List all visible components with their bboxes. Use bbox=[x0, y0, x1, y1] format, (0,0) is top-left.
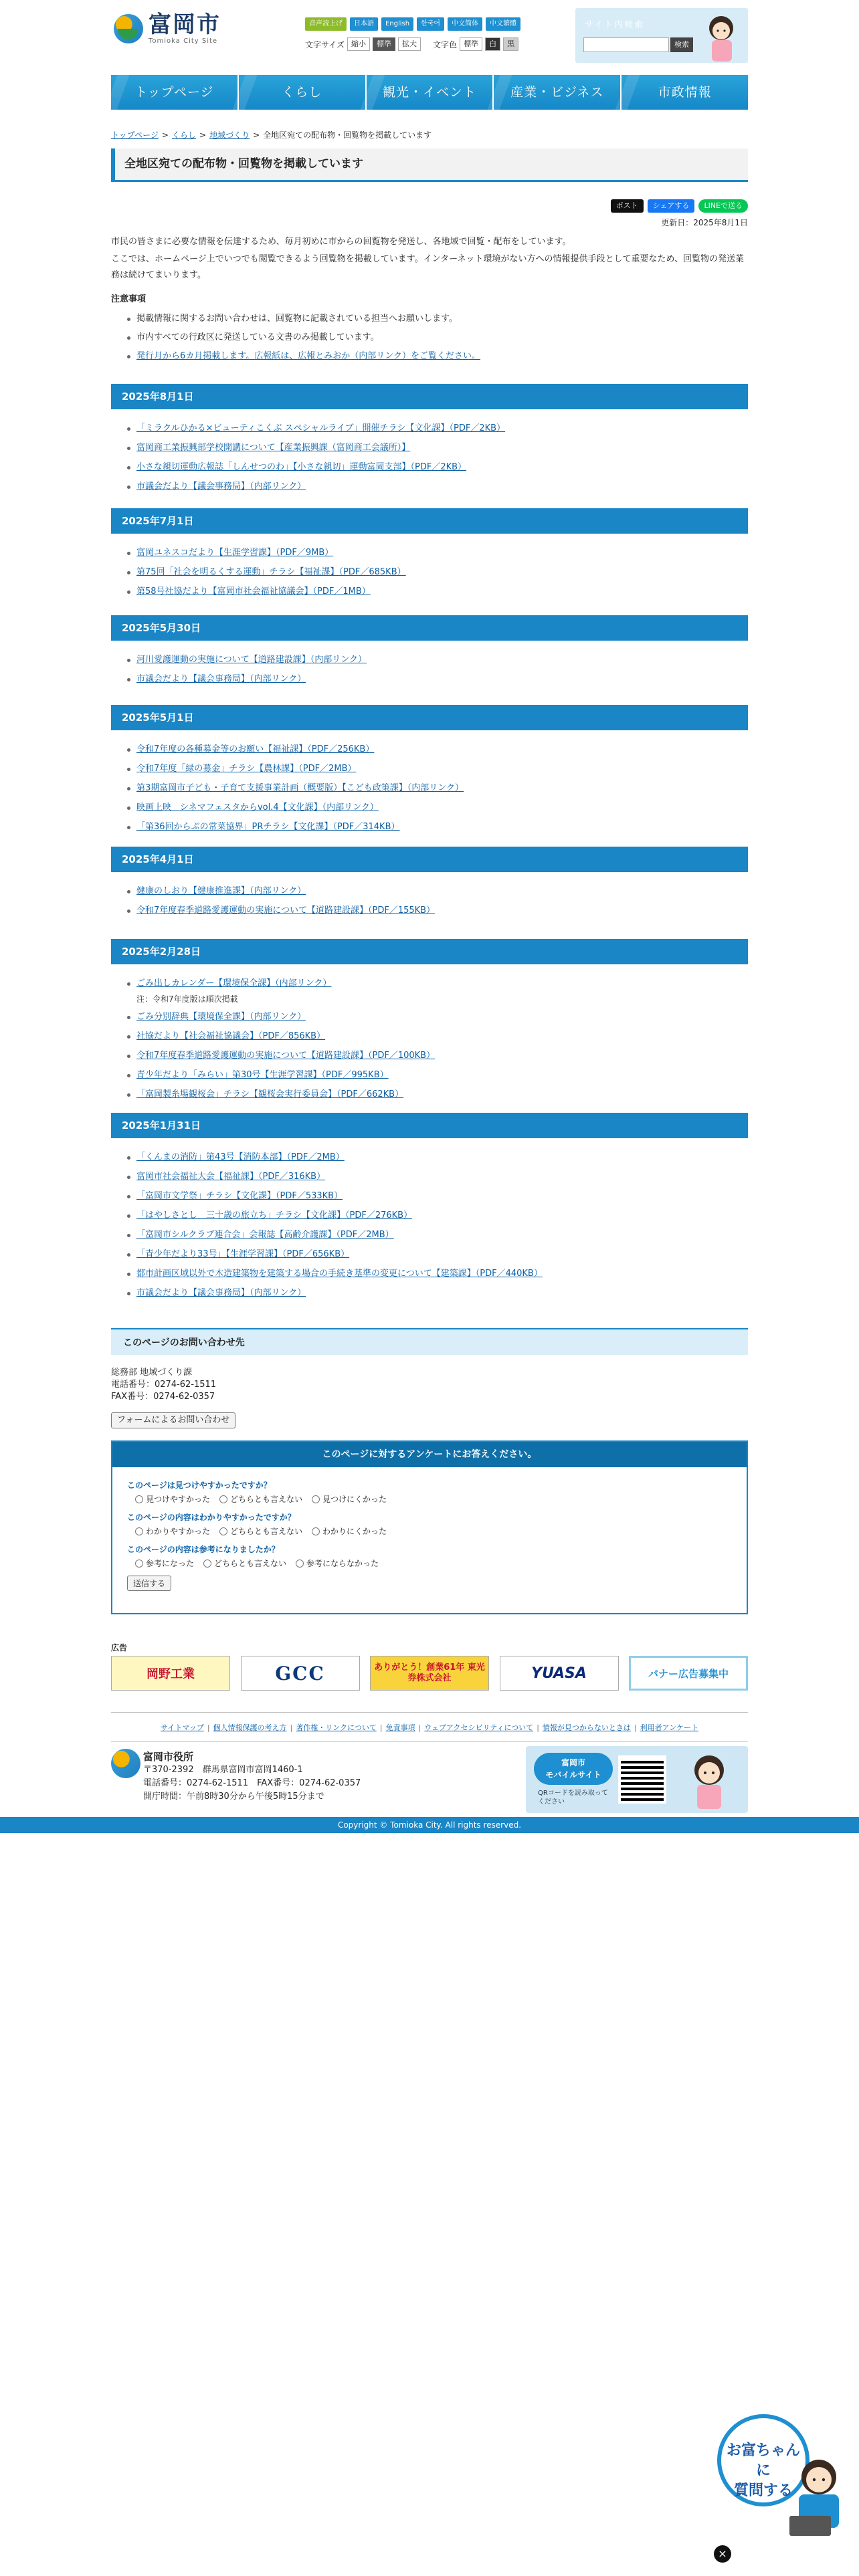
nav-top[interactable]: トップページ bbox=[111, 75, 237, 110]
footer-link[interactable]: 免責事項 bbox=[385, 1723, 415, 1732]
radio-button[interactable] bbox=[312, 1527, 320, 1535]
list-item bbox=[111, 903, 748, 918]
font-large-button[interactable]: 拡大 bbox=[398, 37, 421, 51]
breadcrumb-top[interactable]: トップページ bbox=[111, 130, 159, 140]
survey-option[interactable] bbox=[312, 1493, 387, 1505]
logo-subtitle: Tomioka City Site bbox=[149, 37, 218, 45]
document-link[interactable]: 映画上映 シネマフェスタからvol.4【文化課】（内部リンク） bbox=[136, 802, 379, 813]
copyright: Copyright © Tomioka City. All rights reserved. bbox=[0, 1817, 859, 1833]
breadcrumb-current: 全地区宛ての配布物・回覧物を掲載しています bbox=[263, 130, 432, 140]
contact-phone: 電話番号：0274-62-1511 bbox=[111, 1380, 217, 1390]
list-item bbox=[111, 565, 748, 580]
nav-living[interactable]: くらし bbox=[239, 75, 365, 110]
survey-question: このページは見つけやすかったですか？ bbox=[127, 1481, 272, 1490]
list-item bbox=[111, 1267, 748, 1281]
city-emblem-icon bbox=[111, 1749, 140, 1778]
section-list bbox=[111, 884, 748, 923]
survey-submit-button[interactable]: 送信する bbox=[127, 1576, 171, 1591]
radio-button[interactable] bbox=[219, 1495, 227, 1503]
intro-paragraph: ここでは、ホームページ上でいつでも閲覧できるよう回覧物を掲載しています。インターネット環境がない方への情報提供手段として重要なため、回覧物の発送業務は続けてまいります。 bbox=[111, 254, 745, 280]
document-link[interactable]: 富岡ユネスコだより【生涯学習課】（PDF／9MB） bbox=[136, 548, 334, 558]
survey-option[interactable] bbox=[135, 1558, 194, 1569]
survey-options bbox=[135, 1525, 732, 1537]
ask-chatbot-button[interactable] bbox=[712, 2407, 852, 2541]
document-link[interactable]: 社協だより【社会福祉協議会】（PDF／856KB） bbox=[136, 1031, 326, 1041]
city-emblem-icon bbox=[114, 14, 143, 43]
updated-date: 更新日：2025年8月1日 bbox=[661, 218, 748, 227]
document-link[interactable]: 「富岡市文学祭」チラシ【文化課】（PDF／533KB） bbox=[136, 1191, 343, 1201]
document-link[interactable]: 健康のしおり【健康推進課】（内部リンク） bbox=[136, 886, 306, 896]
notes-heading: 注意事項 bbox=[111, 294, 147, 304]
footer-link[interactable]: 利用者アンケート bbox=[640, 1723, 698, 1732]
office-phone: 電話番号：0274-62-1511 FAX番号：0274-62-0357 bbox=[143, 1778, 361, 1788]
notes-list bbox=[111, 312, 748, 368]
list-item bbox=[111, 1247, 748, 1262]
document-link[interactable]: 「富岡製糸場観桜会」チラシ【観桜会実行委員会】（PDF／662KB） bbox=[136, 1089, 404, 1099]
document-link[interactable]: 「ミラクルひかる×ビューティこくぶ スペシャルライブ」開催チラシ【文化課】（PDF／2KB） bbox=[136, 423, 506, 433]
footer-link[interactable]: 著作権・リンクについて bbox=[296, 1723, 377, 1732]
radio-button[interactable] bbox=[219, 1527, 227, 1535]
section-date-heading: 2025年5月30日 bbox=[111, 615, 748, 641]
mascot-icon bbox=[674, 1750, 741, 1810]
survey-option-label: 見つけやすかった bbox=[146, 1495, 211, 1504]
document-link[interactable]: 「第36回からぶの常菜協界」PRチラシ【文化課】（PDF／314KB） bbox=[136, 822, 400, 832]
site-logo[interactable] bbox=[114, 12, 221, 45]
list-item bbox=[111, 800, 748, 815]
nav-tourism[interactable]: 観光・イベント bbox=[367, 75, 493, 110]
section-list bbox=[111, 976, 748, 1107]
ad-banner[interactable]: ありがとう！創業61年 東光券株式会社 bbox=[370, 1656, 489, 1691]
ad-recruit-banner[interactable]: バナー広告募集中 bbox=[629, 1656, 748, 1691]
list-item bbox=[111, 1049, 748, 1063]
list-item bbox=[111, 653, 748, 667]
list-item bbox=[111, 1228, 748, 1243]
document-link[interactable]: 河川愛護運動の実施について【道路建設課】（内部リンク） bbox=[136, 655, 367, 665]
document-link[interactable]: ごみ出しカレンダー【環境保全課】（内部リンク） bbox=[136, 978, 332, 988]
contact-form-button[interactable]: フォームによるお問い合わせ bbox=[111, 1412, 235, 1428]
radio-button[interactable] bbox=[312, 1495, 320, 1503]
survey-option[interactable] bbox=[135, 1493, 210, 1505]
list-item bbox=[111, 1208, 748, 1223]
section-date-heading: 2025年2月28日 bbox=[111, 939, 748, 964]
lang-en-button[interactable]: English bbox=[381, 17, 413, 31]
survey-option-label: どちらとも言えない bbox=[214, 1559, 287, 1568]
list-item bbox=[111, 1170, 748, 1184]
survey-question: このページの内容はわかりやすかったですか？ bbox=[127, 1513, 296, 1522]
survey-options bbox=[135, 1558, 732, 1569]
color-white-button[interactable]: 白 bbox=[485, 37, 500, 51]
section-list bbox=[111, 653, 748, 691]
search-input[interactable] bbox=[583, 37, 669, 52]
list-item bbox=[111, 1150, 748, 1165]
breadcrumb-living[interactable]: くらし bbox=[171, 130, 196, 140]
radio-button[interactable] bbox=[135, 1527, 143, 1535]
section-date-heading: 2025年1月31日 bbox=[111, 1113, 748, 1138]
section-note: 注：令和7年度版は順次掲載 bbox=[136, 994, 238, 1004]
color-label: 文字色 bbox=[433, 39, 458, 49]
contact-fax: FAX番号：0274-62-0357 bbox=[111, 1392, 215, 1402]
section-list bbox=[111, 742, 748, 839]
utility-buttons bbox=[305, 17, 520, 31]
office-address: 〒370-2392 群馬県富岡市富岡1460-1 bbox=[143, 1765, 303, 1775]
site-search bbox=[575, 8, 748, 63]
survey-question: このページの内容は参考になりましたか？ bbox=[127, 1545, 280, 1554]
survey-option-label: 参考にならなかった bbox=[306, 1559, 379, 1568]
logo-title: 富岡市 bbox=[149, 11, 221, 38]
document-link[interactable]: 富岡市社会福祉大会【福祉課】（PDF／316KB） bbox=[136, 1172, 326, 1182]
mobile-site-title: 富岡市 モバイルサイト bbox=[534, 1753, 613, 1785]
document-link[interactable]: 市議会だより【議会事務局】（内部リンク） bbox=[136, 674, 306, 684]
list-item bbox=[111, 672, 748, 687]
koho-link[interactable]: 発行月から6カ月掲載します。広報紙は、広報とみおか（内部リンク）をご覧ください。 bbox=[136, 351, 480, 361]
mobile-site-box[interactable] bbox=[526, 1746, 748, 1813]
color-black-button[interactable]: 黒 bbox=[503, 37, 518, 51]
footer-link[interactable]: 個人情報保護の考え方 bbox=[213, 1723, 287, 1732]
ad-banner[interactable]: 岡野工業 bbox=[111, 1656, 230, 1691]
ask-label: お富ちゃんに 質問する bbox=[717, 2414, 809, 2506]
ad-heading: 広告 bbox=[111, 1643, 128, 1652]
site-header bbox=[111, 8, 748, 72]
footer-link[interactable]: ウェブアクセシビリティについて bbox=[424, 1723, 534, 1732]
document-link[interactable]: 都市計画区域以外で木造建築物を建築する場合の手続き基準の変更について【建築課】（PDF／440KB） bbox=[136, 1269, 543, 1279]
lang-ja-button[interactable]: 日本語 bbox=[350, 17, 378, 31]
read-aloud-button[interactable]: 音声読上げ bbox=[305, 17, 347, 31]
list-item: 掲載情報に関するお問い合わせは、回覧物に記載されている担当へお願いします。 bbox=[111, 312, 748, 326]
document-link[interactable]: 第75回「社会を明るくする運動」チラシ【福祉課】（PDF／685KB） bbox=[136, 567, 406, 577]
intro-text bbox=[111, 234, 748, 285]
document-link[interactable]: 「富岡市シルクラブ連合会」会報誌【高齢介護課】（PDF／2MB） bbox=[136, 1230, 394, 1240]
survey-option[interactable] bbox=[135, 1525, 210, 1537]
list-item bbox=[111, 884, 748, 899]
display-settings bbox=[305, 37, 518, 51]
mascot-icon bbox=[696, 11, 743, 64]
list-item bbox=[111, 742, 748, 757]
search-button[interactable]: 検索 bbox=[670, 37, 693, 52]
survey-heading: このページに対するアンケートにお答えください。 bbox=[112, 1442, 747, 1467]
page-title: 全地区宛ての配布物・回覧物を掲載しています bbox=[111, 148, 748, 182]
section-list bbox=[111, 421, 748, 499]
facebook-share-button[interactable]: シェアする bbox=[648, 199, 695, 213]
document-link[interactable]: 市議会だより【議会事務局】（内部リンク） bbox=[136, 481, 306, 492]
font-normal-button[interactable]: 標準 bbox=[373, 37, 395, 51]
radio-button[interactable] bbox=[203, 1560, 211, 1568]
color-normal-button[interactable]: 標準 bbox=[460, 37, 482, 51]
document-link[interactable]: 「くんまの消防」第43号【消防本部】（PDF／2MB） bbox=[136, 1152, 345, 1162]
document-link[interactable]: 「青少年だより33号」【生涯学習課】（PDF／656KB） bbox=[136, 1249, 350, 1259]
list-item bbox=[111, 460, 748, 475]
survey-option[interactable] bbox=[312, 1525, 387, 1537]
list-item bbox=[111, 1068, 748, 1083]
document-link[interactable]: 「はやしさとし 三十歳の旅立ち」チラシ【文化課】（PDF／276KB） bbox=[136, 1210, 413, 1220]
document-link[interactable]: 青少年だより「みらい」第30号【生涯学習課】（PDF／995KB） bbox=[136, 1070, 389, 1080]
document-link[interactable]: 小さな親切運動広報誌「しんせつのわ」【小さな親切」運動富岡支部】（PDF／2KB） bbox=[136, 462, 467, 472]
list-item bbox=[111, 820, 748, 835]
document-link[interactable]: 令和7年度の各種募金等のお願い【福祉課】（PDF／256KB） bbox=[136, 744, 375, 754]
font-small-button[interactable]: 縮小 bbox=[347, 37, 370, 51]
global-nav bbox=[111, 75, 748, 110]
list-item bbox=[111, 546, 748, 560]
radio-button[interactable] bbox=[135, 1560, 143, 1568]
ad-banner[interactable]: GCC bbox=[241, 1656, 360, 1691]
section-list bbox=[111, 546, 748, 604]
survey-option[interactable] bbox=[219, 1493, 302, 1505]
font-size-label: 文字サイズ bbox=[305, 39, 345, 49]
list-item bbox=[111, 1087, 748, 1102]
list-item bbox=[111, 781, 748, 796]
document-link[interactable]: 富岡商工業振興部学校開講について【産業振興課（富岡商工会議所）】 bbox=[136, 443, 411, 453]
document-link[interactable]: 令和7年度春季道路愛護運動の実施について【道路建設課】（PDF／100KB） bbox=[136, 1051, 436, 1061]
survey-option[interactable] bbox=[219, 1525, 302, 1537]
survey-option-label: 見つけにくかった bbox=[322, 1495, 387, 1504]
survey-option[interactable] bbox=[296, 1558, 379, 1569]
document-link[interactable]: 第3期富岡市子ども・子育て支援事業計画（概要版）【こども政策課】（内部リンク） bbox=[136, 783, 464, 793]
survey-option-label: 参考になった bbox=[146, 1559, 195, 1568]
list-item bbox=[111, 1189, 748, 1204]
ad-banners bbox=[111, 1656, 748, 1693]
list-item bbox=[111, 1010, 748, 1025]
contact-dept: 総務部 地域づくり課 bbox=[111, 1368, 193, 1378]
list-item bbox=[111, 479, 748, 494]
lang-zh-hant-button[interactable]: 中文繁體 bbox=[486, 17, 520, 31]
nav-business[interactable]: 産業・ビジネス bbox=[494, 75, 620, 110]
qr-code-icon bbox=[618, 1755, 666, 1804]
document-link[interactable]: 令和7年度春季道路愛護運動の実施について【道路建設課】（PDF／155KB） bbox=[136, 905, 436, 916]
document-link[interactable]: 市議会だより【議会事務局】（内部リンク） bbox=[136, 1288, 306, 1298]
list-item: 市内すべての行政区に発送している文書のみ掲載しています。 bbox=[111, 330, 748, 345]
contact-heading: このページのお問い合わせ先 bbox=[111, 1328, 748, 1355]
lang-ko-button[interactable]: 한국어 bbox=[417, 17, 444, 31]
office-name: 富岡市役所 bbox=[143, 1751, 194, 1763]
list-item bbox=[111, 584, 748, 599]
survey-option-label: わかりにくかった bbox=[322, 1527, 387, 1536]
section-list bbox=[111, 1150, 748, 1305]
breadcrumb: トップページ > くらし > 地域づくり > 全地区宛ての配布物・回覧物を掲載しています bbox=[111, 130, 432, 140]
contact-info bbox=[111, 1367, 748, 1403]
list-item bbox=[111, 762, 748, 776]
intro-paragraph: 市民の皆さまに必要な情報を伝達するため、毎月初めに市からの回覧物を発送し、各地域で回覧・配布をしています。 bbox=[111, 237, 571, 247]
office-hours: 開庁時間：午前8時30分から午後5時15分まで bbox=[143, 1792, 324, 1802]
footer-links: サイトマップ | 個人情報保護の考え方 | 著作権・リンクについて | 免責事項 | ウェブアクセシビリティについて | 情報が見つからないときは | 利用者アンケート bbox=[111, 1712, 748, 1733]
radio-button[interactable] bbox=[135, 1495, 143, 1503]
list-item bbox=[111, 976, 748, 991]
site-footer bbox=[111, 1741, 748, 1815]
document-link[interactable]: 令和7年度「緑の募金」チラシ【農林課】（PDF／2MB） bbox=[136, 764, 357, 774]
footer-link[interactable]: サイトマップ bbox=[161, 1723, 204, 1732]
survey-options bbox=[135, 1493, 732, 1505]
survey-option-label: どちらとも言えない bbox=[230, 1527, 303, 1536]
radio-button[interactable] bbox=[296, 1560, 304, 1568]
list-item bbox=[111, 1029, 748, 1044]
section-date-heading: 2025年8月1日 bbox=[111, 384, 748, 409]
list-item bbox=[111, 441, 748, 455]
survey-option-label: どちらとも言えない bbox=[230, 1495, 303, 1504]
close-icon[interactable]: × bbox=[714, 2545, 731, 2563]
breadcrumb-community[interactable]: 地域づくり bbox=[209, 130, 250, 140]
list-item bbox=[111, 349, 748, 364]
share-bar bbox=[111, 199, 748, 213]
ad-banner[interactable]: YUASA bbox=[500, 1656, 619, 1691]
survey-option-label: わかりやすかった bbox=[146, 1527, 211, 1536]
mascot-icon bbox=[785, 2454, 850, 2539]
footer-link[interactable]: 情報が見つからないときは bbox=[542, 1723, 631, 1732]
document-link[interactable]: 第58号社協だより【富岡市社会福祉協議会】（PDF／1MB） bbox=[136, 586, 371, 597]
section-date-heading: 2025年7月1日 bbox=[111, 508, 748, 534]
mobile-site-caption: QRコードを読み取って ください bbox=[538, 1790, 608, 1806]
survey-form bbox=[111, 1440, 748, 1614]
survey-option[interactable] bbox=[203, 1558, 286, 1569]
document-link[interactable]: ごみ分別辞典【環境保全課】（内部リンク） bbox=[136, 1012, 306, 1022]
list-item bbox=[111, 1286, 748, 1301]
lang-zh-hans-button[interactable]: 中文简体 bbox=[448, 17, 482, 31]
line-share-button[interactable]: LINEで送る bbox=[698, 199, 748, 213]
search-title: サイト内検索 bbox=[585, 20, 645, 30]
x-post-button[interactable]: ポスト bbox=[611, 199, 644, 213]
section-date-heading: 2025年4月1日 bbox=[111, 847, 748, 872]
list-item bbox=[111, 421, 748, 436]
nav-city-info[interactable]: 市政情報 bbox=[622, 75, 748, 110]
section-date-heading: 2025年5月1日 bbox=[111, 705, 748, 730]
